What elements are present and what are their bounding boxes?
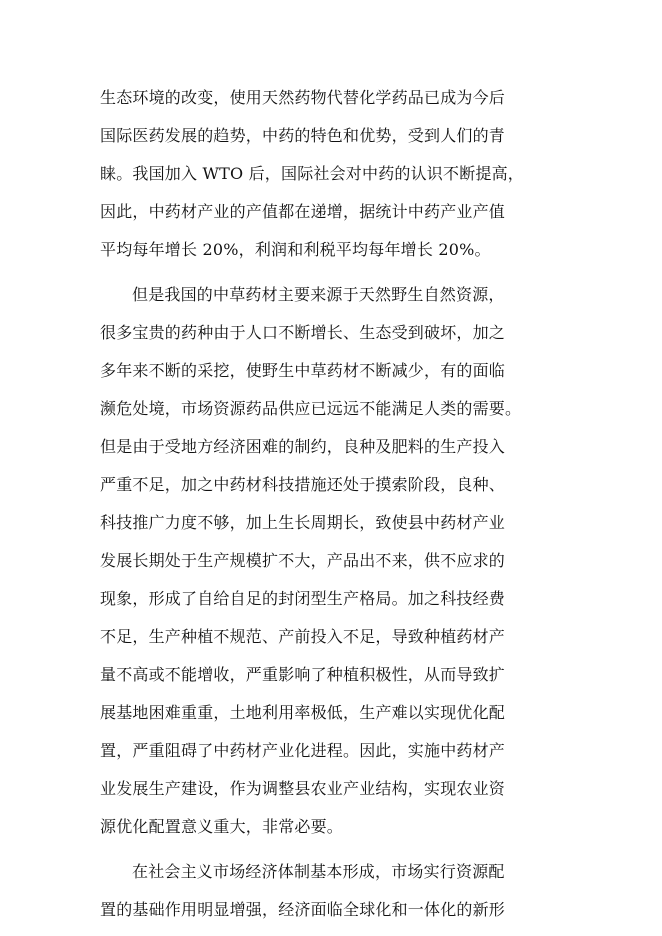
text-line: 生态环境的改变，使用天然药物代替化学药品已成为今后 — [100, 88, 506, 107]
text-line: 多年来不断的采挖，使野生中草药材不断减少，有的面临 — [100, 361, 506, 380]
text-line: 置，严重阻碍了中药材产业化进程。因此，实施中药材产 — [100, 741, 506, 760]
text-line: 展基地困难重重，土地利用率极低，生产难以实现优化配 — [100, 703, 506, 722]
text-line: 很多宝贵的药种由于人口不断增长、生态受到破坏，加之 — [100, 323, 506, 342]
text-line: 量不高或不能增收，严重影响了种植积极性，从而导致扩 — [100, 665, 506, 684]
text-line: 平均每年增长 20%，利润和利税平均每年增长 20%。 — [100, 240, 491, 259]
text-line: 濒危处境，市场资源药品供应已远远不能满足人类的需要。 — [100, 399, 522, 418]
text-line: 置的基础作用明显增强，经济面临全球化和一体化的新形 — [100, 900, 506, 919]
text-line: 国际医药发展的趋势，中药的特色和优势，受到人们的青 — [100, 126, 506, 145]
text-line: 业发展生产建设，作为调整县农业产业结构，实现农业资 — [100, 779, 506, 798]
text-line: 源优化配置意义重大，非常必要。 — [100, 817, 344, 836]
text-line: 睐。我国加入 WTO 后，国际社会对中药的认识不断提高， — [100, 164, 525, 183]
text-line: 因此，中药材产业的产值都在递增，据统计中药产业产值 — [100, 202, 506, 221]
paragraph-first-line: 但是我国的中草药材主要来源于天然野生自然资源， — [132, 285, 505, 304]
text-line: 发展长期处于生产规模扩不大，产品出不来，供不应求的 — [100, 551, 506, 570]
text-line: 严重不足，加之中药材科技措施还处于摸索阶段，良种、 — [100, 475, 506, 494]
text-line: 现象，形成了自给自足的封闭型生产格局。加之科技经费 — [100, 589, 506, 608]
text-line: 不足，生产种植不规范、产前投入不足，导致种植药材产 — [100, 627, 506, 646]
text-line: 但是由于受地方经济困难的制约，良种及肥料的生产投入 — [100, 437, 506, 456]
paragraph-first-line: 在社会主义市场经济体制基本形成，市场实行资源配 — [132, 862, 505, 881]
text-line: 科技推广力度不够，加上生长周期长，致使县中药材产业 — [100, 513, 506, 532]
